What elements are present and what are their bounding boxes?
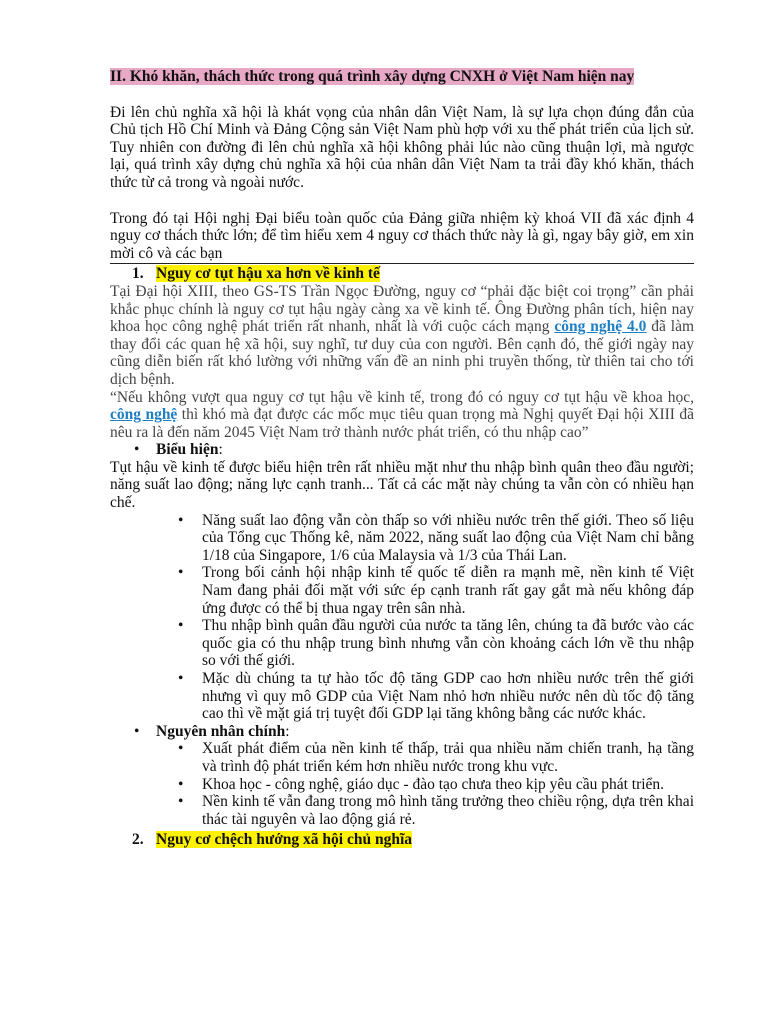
- intro-paragraph-1: Đi lên chủ nghĩa xã hội là khát vọng của nhân dân Việt Nam, là sự lựa chọn đúng đắn của Chủ tịch Hồ Chí Minh và Đảng Cộng sản Việt Nam phù hợp với xu thế phát triển của lịch sử. Tuy nhiên con đường đi lên chủ nghĩa xã hội không phải lúc nào cũng thuận lợi, mà ngược lại, quá trình xây dựng chủ nghĩa xã hội của nhân dân Việt Nam ta trải đầy khó khăn, thách thức từ cả trong và ngoài nước.: [110, 103, 694, 191]
- list-item: • Thu nhập bình quân đầu người của nước ta tăng lên, chúng ta đã bước vào các quốc gia có thu nhập trung bình nhưng vẫn còn khoảng cách lớn về thu nhập so với thế giới.: [202, 617, 694, 670]
- list-item: • Khoa học - công nghệ, giáo dục - đào tạo chưa theo kịp yêu cầu phát triển.: [202, 776, 694, 794]
- quote-text: thì khó mà đạt được các mốc mục tiêu quan trọng mà Nghị quyết Đại hội XIII đã nêu ra là đến năm 2045 Việt Nam trở thành nước phát triển, có thu nhập cao”: [110, 406, 695, 441]
- paragraph-text: Tại Đại hội XIII, theo GS-TS Trần Ngọc Đường, nguy cơ “phải đặc biệt coi trọng” cần phải khắc phục chính là nguy cơ tụt hậu ngày càng xa về kinh tế. Ông Đường phân tích, hiện nay khoa học công nghệ phát triển rất nhanh, nhất là với cuộc cách mạng: [110, 282, 694, 336]
- section-1-heading: [110, 265, 694, 283]
- section-1-quote: [110, 389, 694, 442]
- cause-bullet: [110, 723, 694, 741]
- section-1-number: 1.: [132, 265, 144, 283]
- section-1-paragraph-1: [110, 283, 694, 389]
- section-2-heading: [110, 831, 694, 849]
- section-2-number: 2.: [132, 831, 144, 849]
- section-heading: [110, 68, 694, 86]
- cause-list: [110, 740, 694, 828]
- section-2-title: Nguy cơ chệch hướng xã hội chủ nghĩa: [156, 831, 412, 849]
- list-item: • Nền kinh tế vẫn đang trong mô hình tăng trưởng theo chiều rộng, dựa trên khai thác tài nguyên và lao động giá rẻ.: [202, 793, 694, 828]
- manifest-label: Biểu hiện: [156, 441, 219, 459]
- paragraph-text: đã làm thay đổi các quan hệ xã hội, suy nghĩ, tư duy của con người. Bên cạnh đó, thế giới ngày nay cũng diễn biến rất khó lường với những vấn đề an ninh phi truyền thống, từ thiên tai cho tới dịch bệnh.: [110, 318, 695, 388]
- list-item: • Năng suất lao động vẫn còn thấp so với nhiều nước trên thế giới. Theo số liệu của Tổng cục Thống kê, năm 2022, năng suất lao động của Việt Nam chỉ bằng 1/18 của Singapore, 1/6 của Malaysia và 1/3 của Thái Lan.: [202, 512, 694, 565]
- heading-text: II. Khó khăn, thách thức trong quá trình xây dựng CNXH ở Việt Nam hiện nay: [110, 68, 635, 85]
- manifest-colon: :: [218, 441, 223, 459]
- cong-nghe-link[interactable]: công nghệ: [110, 406, 178, 424]
- cong-nghe-4-link[interactable]: công nghệ 4.0: [554, 318, 647, 336]
- quote-text: “Nếu không vượt qua nguy cơ tụt hậu về kinh tế, trong đó có nguy cơ tụt hậu về khoa học,: [110, 388, 694, 406]
- manifest-paragraph: Tụt hậu về kinh tế được biểu hiện trên rất nhiều mặt như thu nhập bình quân theo đầu người; năng suất lao động; năng lực cạnh tranh... Tất cả các mặt này chúng ta vẫn còn có nhiều hạn chế.: [110, 458, 694, 512]
- cause-colon: :: [285, 722, 290, 740]
- section-1-title: Nguy cơ tụt hậu xa hơn về kinh tế: [156, 265, 380, 283]
- list-item: • Mặc dù chúng ta tự hào tốc độ tăng GDP cao hơn nhiều nước trên thế giới nhưng vì quy mô GDP của Việt Nam nhỏ hơn nhiều nước nên dù tốc độ tăng cao thì về mặt giá trị tuyệt đối GDP lại tăng không bằng các nước khác.: [202, 670, 694, 723]
- document-body: [110, 68, 694, 849]
- manifest-bullet: [110, 441, 694, 459]
- manifest-list: [110, 512, 694, 723]
- cause-label: Nguyên nhân chính: [156, 722, 286, 740]
- list-item: • Xuất phát điểm của nền kinh tế thấp, trải qua nhiều năm chiến tranh, hạ tầng và trình độ phát triển kém hơn nhiều nước trong khu vực.: [202, 740, 694, 775]
- intro-paragraph-2: Trong đó tại Hội nghị Đại biểu toàn quốc của Đảng giữa nhiệm kỳ khoá VII đã xác định 4 nguy cơ thách thức lớn; để tìm hiểu xem 4 nguy cơ thách thức này là gì, ngay bây giờ, em xin mời cô và các bạn: [110, 210, 694, 265]
- list-item: • Trong bối cảnh hội nhập kinh tế quốc tế diễn ra mạnh mẽ, nền kinh tế Việt Nam đang phải đối mặt với sức ép cạnh tranh rất gay gắt mà nếu không đáp ứng được có thể bị thua ngay trên sân nhà.: [202, 564, 694, 617]
